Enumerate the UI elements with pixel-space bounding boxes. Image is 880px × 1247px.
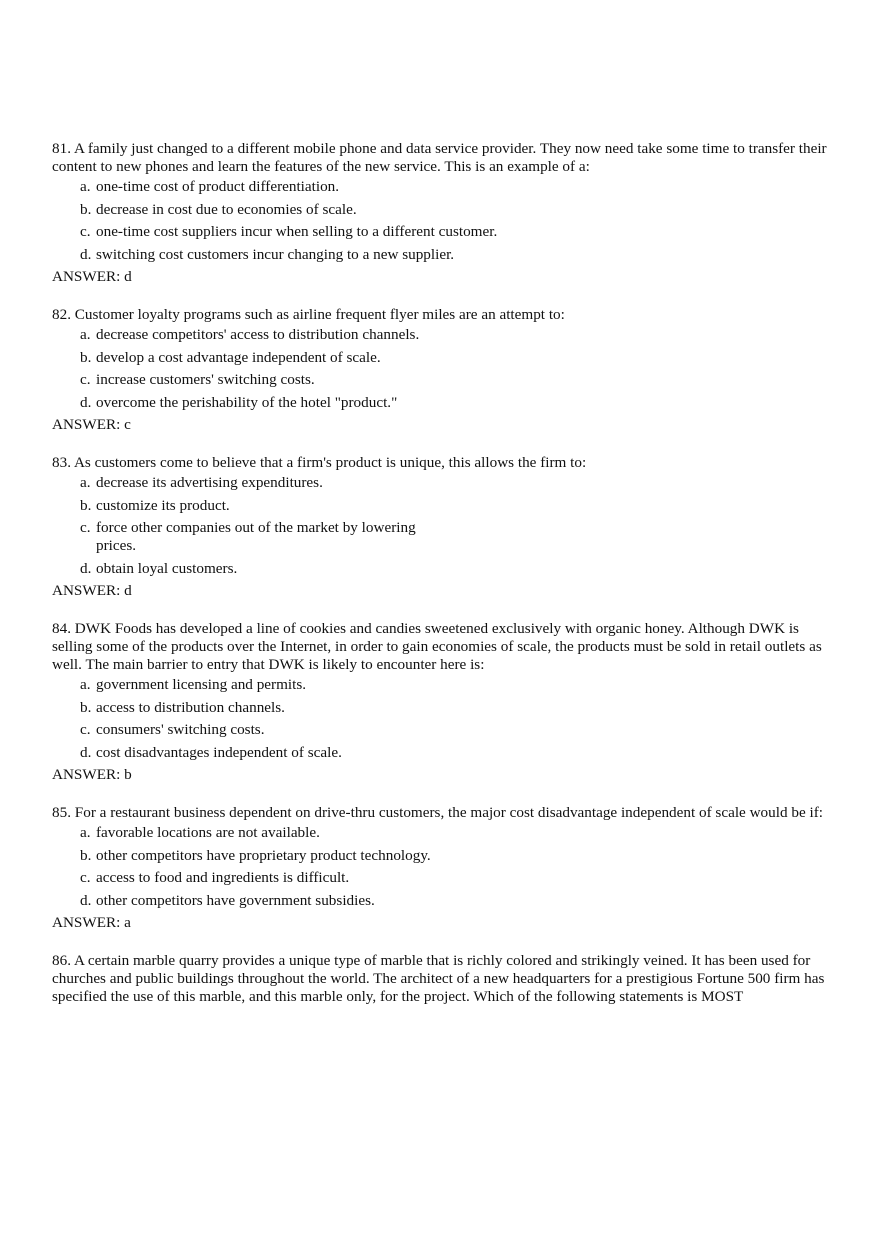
option-text: access to distribution channels. xyxy=(96,698,285,716)
answer-line: ANSWER: c xyxy=(52,416,131,433)
option-letter: b. xyxy=(80,698,92,716)
option-list xyxy=(52,824,832,910)
option-d xyxy=(80,744,832,762)
option-a xyxy=(80,474,832,492)
option-text: one-time cost suppliers incur when selling to a different customer. xyxy=(96,223,498,240)
option-letter: b. xyxy=(80,496,92,514)
option-a xyxy=(80,676,832,694)
option-text: decrease in cost due to economies of scale. xyxy=(96,200,357,218)
option-a xyxy=(80,326,832,344)
option-b xyxy=(80,349,832,367)
option-d xyxy=(80,560,832,578)
option-list xyxy=(52,474,832,578)
option-c xyxy=(80,869,832,887)
question-83 xyxy=(52,454,832,600)
answer-line: ANSWER: d xyxy=(52,268,132,285)
option-text: cost disadvantages independent of scale. xyxy=(96,743,342,761)
option-text: switching cost customers incur changing to a new supplier. xyxy=(96,245,455,263)
option-d xyxy=(80,246,832,264)
option-b xyxy=(80,497,832,515)
question-82 xyxy=(52,306,832,434)
option-text: customize its product. xyxy=(96,496,230,514)
option-letter: c. xyxy=(80,869,91,886)
option-letter: d. xyxy=(80,891,92,909)
option-letter: a. xyxy=(80,474,91,491)
option-letter: d. xyxy=(80,559,92,577)
option-c xyxy=(80,371,832,389)
question-stem: 81. A family just changed to a different mobile phone and data service provider. They now need take some time to transfer their content to new phones and learn the features of the new service. This is an example of a: xyxy=(52,140,827,175)
option-a xyxy=(80,178,832,196)
question-stem: 83. As customers come to believe that a firm's product is unique, this allows the firm to: xyxy=(52,454,587,471)
option-letter: b. xyxy=(80,846,92,864)
question-stem: 82. Customer loyalty programs such as airline frequent flyer miles are an attempt to: xyxy=(52,306,565,323)
option-a xyxy=(80,824,832,842)
question-81 xyxy=(52,140,832,286)
option-letter: c. xyxy=(80,223,91,240)
option-c xyxy=(80,223,832,241)
option-letter: a. xyxy=(80,676,91,693)
option-text: decrease its advertising expenditures. xyxy=(96,474,323,491)
option-text: decrease competitors' access to distribution channels. xyxy=(96,326,420,343)
question-84 xyxy=(52,620,832,784)
option-b xyxy=(80,699,832,717)
option-letter: c. xyxy=(80,371,91,388)
option-letter: a. xyxy=(80,824,91,841)
option-text: other competitors have government subsidies. xyxy=(96,891,375,909)
option-b xyxy=(80,201,832,219)
option-text: force other companies out of the market by lowering prices. xyxy=(96,519,416,554)
option-d xyxy=(80,892,832,910)
option-letter: a. xyxy=(80,326,91,343)
option-letter: b. xyxy=(80,200,92,218)
option-text: consumers' switching costs. xyxy=(96,721,265,738)
option-letter: b. xyxy=(80,348,92,366)
document-page xyxy=(52,140,832,1026)
option-text: develop a cost advantage independent of scale. xyxy=(96,348,381,366)
option-c xyxy=(80,519,832,555)
option-text: one-time cost of product differentiation. xyxy=(96,178,340,195)
option-letter: a. xyxy=(80,178,91,195)
option-letter: d. xyxy=(80,743,92,761)
option-text: increase customers' switching costs. xyxy=(96,371,315,388)
option-text: favorable locations are not available. xyxy=(96,824,320,841)
option-letter: c. xyxy=(80,519,91,536)
option-text: government licensing and permits. xyxy=(96,676,307,693)
answer-line: ANSWER: d xyxy=(52,582,132,599)
option-c xyxy=(80,721,832,739)
question-85 xyxy=(52,804,832,932)
option-text: obtain loyal customers. xyxy=(96,559,238,577)
question-stem: 85. For a restaurant business dependent on drive-thru customers, the major cost disadvantage independent of scale would be if: xyxy=(52,804,823,821)
option-list xyxy=(52,178,832,264)
option-b xyxy=(80,847,832,865)
question-stem: 84. DWK Foods has developed a line of cookies and candies sweetened exclusively with organic honey. Although DWK is selling some of the products over the Internet, in order to gain economies of scale, the products must be sold in retail outlets as well. The main barrier to entry that DWK is likely to encounter here is: xyxy=(52,620,822,673)
option-text: access to food and ingredients is difficult. xyxy=(96,869,350,886)
question-86 xyxy=(52,952,832,1006)
answer-line: ANSWER: b xyxy=(52,766,132,783)
option-d xyxy=(80,394,832,412)
option-text: overcome the perishability of the hotel "product." xyxy=(96,393,398,411)
answer-line: ANSWER: a xyxy=(52,914,131,931)
question-stem: 86. A certain marble quarry provides a unique type of marble that is richly colored and strikingly veined. It has been used for churches and public buildings throughout the world. The architect of a new headquarters for a prestigious Fortune 500 firm has specified the use of this marble, and this marble only, for the project. Which of the following statements is MOST xyxy=(52,952,825,1005)
option-text: other competitors have proprietary product technology. xyxy=(96,846,431,864)
option-letter: d. xyxy=(80,393,92,411)
option-list xyxy=(52,326,832,412)
option-letter: c. xyxy=(80,721,91,738)
option-list xyxy=(52,676,832,762)
option-letter: d. xyxy=(80,245,92,263)
